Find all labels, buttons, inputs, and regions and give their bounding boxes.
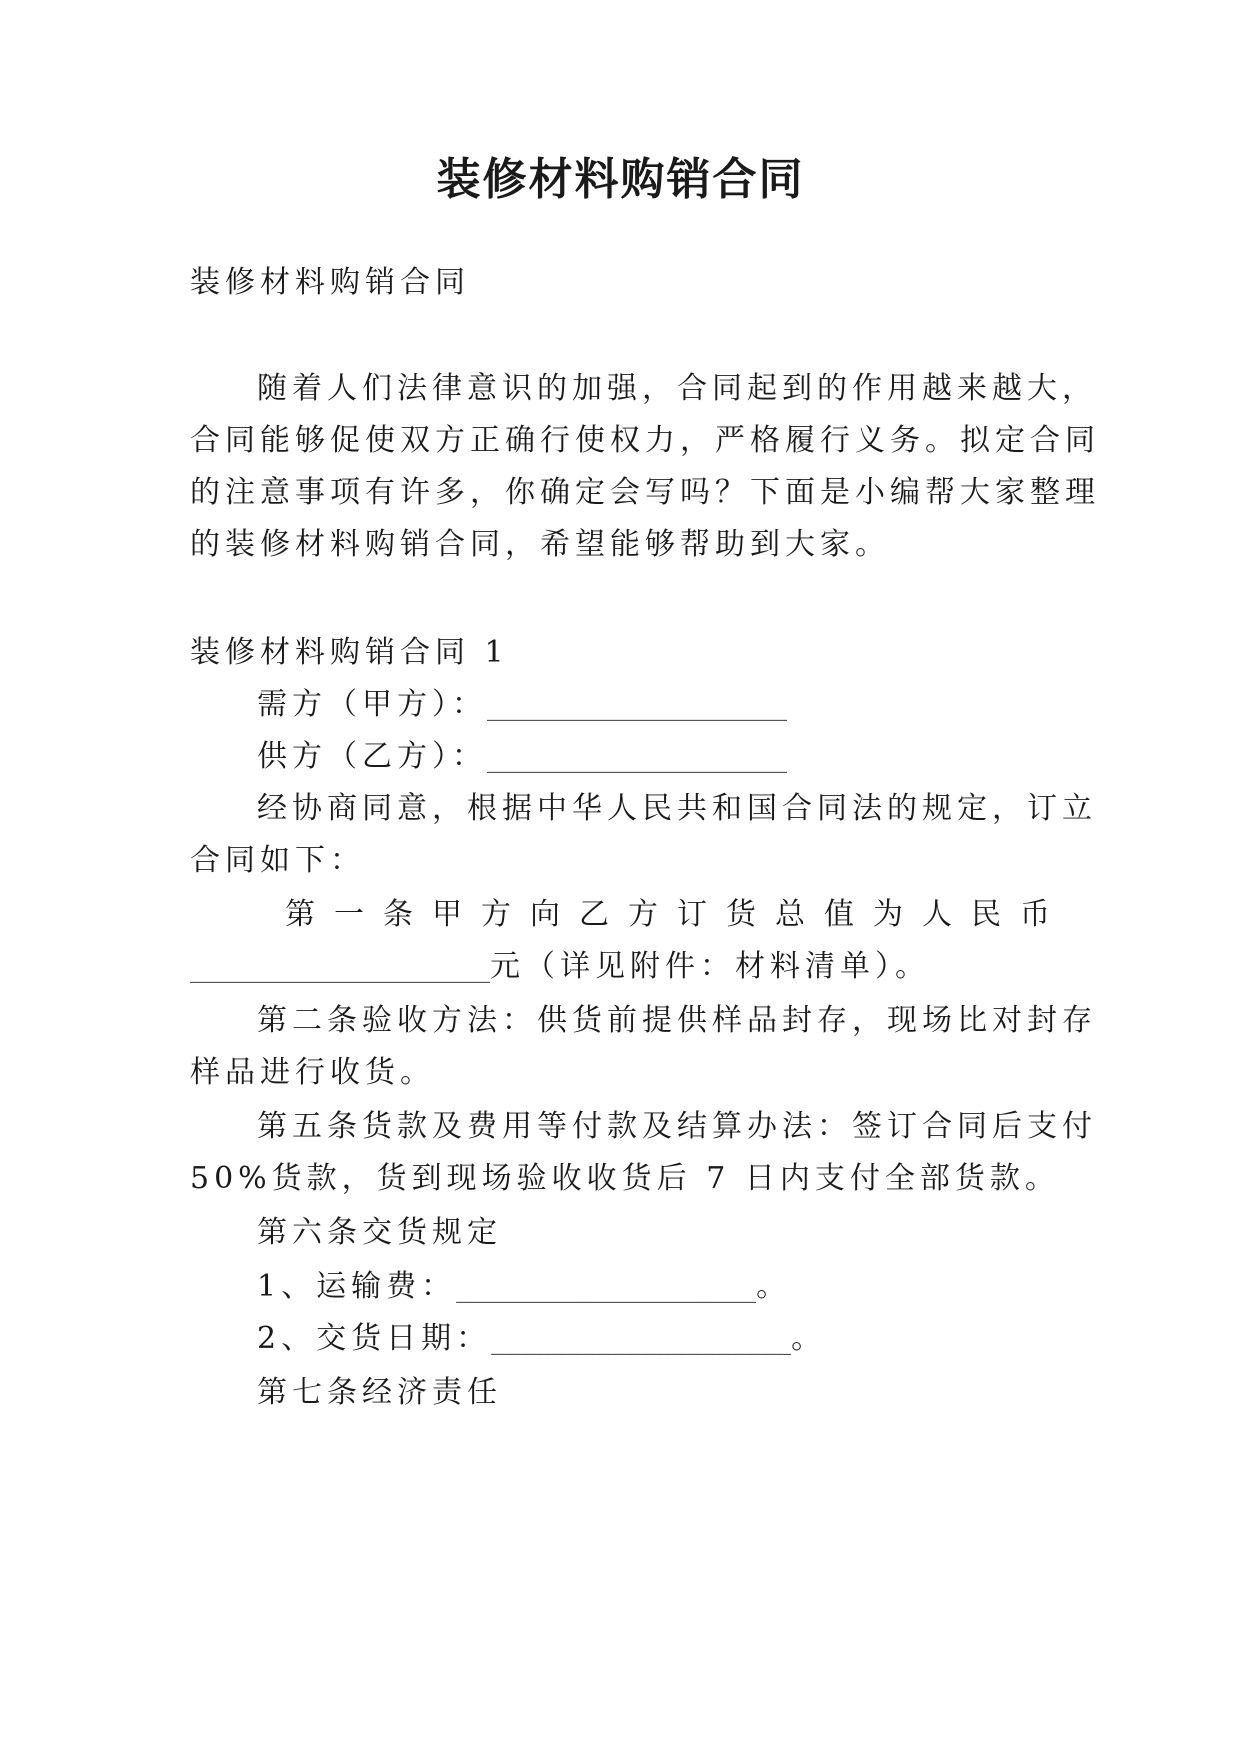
article1-char: 订 <box>677 897 707 932</box>
delivery-end: 。 <box>791 1321 827 1356</box>
article7-heading: 第七条经济责任 <box>257 1375 502 1410</box>
intro-line: 的注意事项有许多，你确定会写吗？下面是小编帮大家整理 <box>190 475 1100 510</box>
article1-char: 甲 <box>432 897 462 932</box>
article1-char: 总 <box>775 897 805 932</box>
article1-char: 人 <box>922 897 952 932</box>
delivery-blank: ____________________ <box>491 1321 792 1356</box>
article1-char: 值 <box>824 897 854 932</box>
buyer-blank: ____________________ <box>487 687 787 722</box>
document-subtitle: 装修材料购销合同 <box>190 265 470 300</box>
article2-line: 样品进行收货。 <box>190 1055 435 1090</box>
article1-char: 货 <box>726 897 756 932</box>
buyer-line <box>257 684 787 726</box>
section-heading: 装修材料购销合同 1 <box>190 635 509 670</box>
intro-line: 随着人们法律意识的加强，合同起到的作用越来越大， <box>257 371 1097 406</box>
article2-line: 第二条验收方法：供货前提供样品封存，现场比对封存 <box>257 1003 1097 1038</box>
article1-char: 民 <box>971 897 1001 932</box>
article1-char: 币 <box>1020 897 1050 932</box>
freight-blank: ____________________ <box>456 1269 757 1304</box>
article1-char: 方 <box>628 897 658 932</box>
document-title: 装修材料购销合同 <box>436 154 805 205</box>
agreement-line: 经协商同意，根据中华人民共和国合同法的规定，订立 <box>257 791 1097 826</box>
seller-label: 供方（乙方）： <box>257 739 487 774</box>
seller-line <box>257 736 787 778</box>
article1-char: 一 <box>334 897 364 932</box>
article1-blank: ____________________ <box>190 949 490 984</box>
seller-blank: ____________________ <box>487 739 787 774</box>
article1-tail: 元（详见附件：材料清单）。 <box>490 949 930 984</box>
intro-line: 合同能够促使双方正确行使权力，严格履行义务。拟定合同 <box>190 423 1100 458</box>
article5-line: 第五条货款及费用等付款及结算办法：签订合同后支付 <box>257 1109 1097 1144</box>
freight-line <box>257 1266 791 1308</box>
article1-char: 乙 <box>579 897 609 932</box>
intro-line: 的装修材料购销合同，希望能够帮助到大家。 <box>190 527 890 562</box>
buyer-label: 需方（甲方）： <box>257 687 487 722</box>
article1-continuation <box>190 946 930 988</box>
article1-char: 条 <box>383 897 413 932</box>
article1-char: 方 <box>481 897 511 932</box>
freight-label: 1、运输费： <box>257 1269 457 1304</box>
delivery-line <box>257 1318 826 1360</box>
delivery-label: 2、交货日期： <box>257 1321 492 1356</box>
article5-line: 50%货款，货到现场验收收货后 7 日内支付全部货款。 <box>190 1161 1060 1196</box>
article1-line <box>285 894 1050 936</box>
article1-char: 向 <box>530 897 560 932</box>
article6-heading: 第六条交货规定 <box>257 1215 502 1250</box>
freight-end: 。 <box>756 1269 792 1304</box>
agreement-line: 合同如下： <box>190 843 365 878</box>
article1-char: 为 <box>873 897 903 932</box>
article1-char: 第 <box>285 897 315 932</box>
